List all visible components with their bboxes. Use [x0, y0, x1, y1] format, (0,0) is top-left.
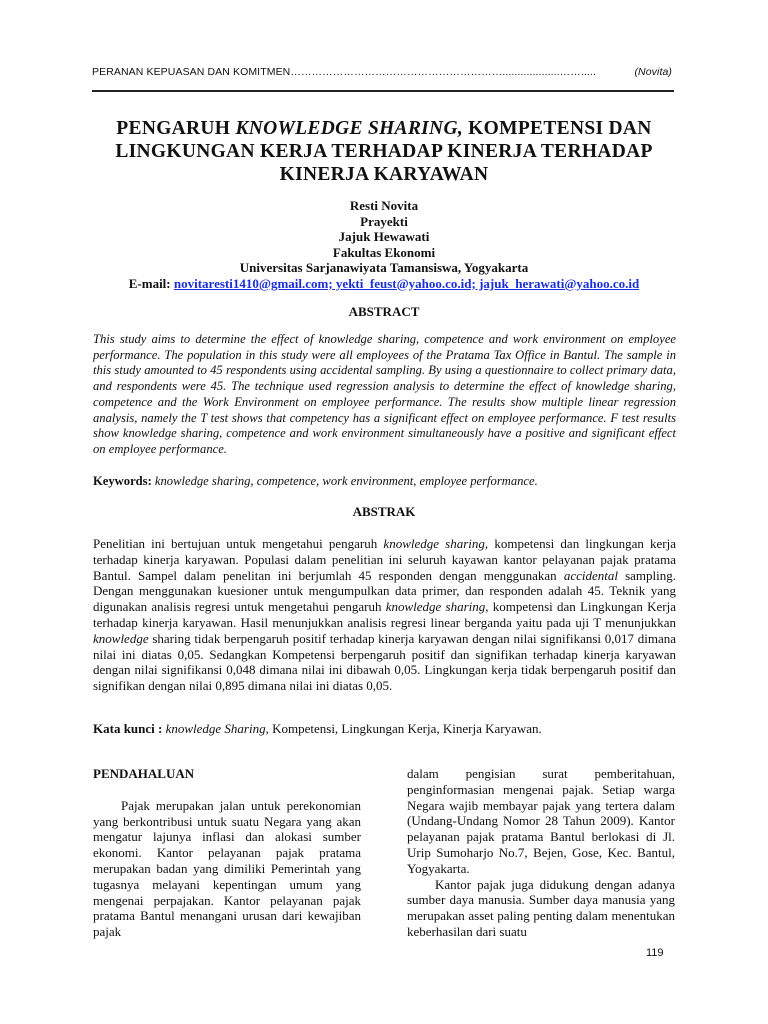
kata-kunci-line [93, 721, 676, 737]
abstrak-heading: ABSTRAK [352, 504, 416, 519]
page-number: 119 [646, 947, 664, 959]
title-part3: KOMPETENSI DAN LINGKUNGAN KERJA TERHADAP KINERJA TERHADAP KINERJA KARYAWAN [115, 118, 653, 185]
abstrak-italic-term: knowledge [93, 630, 149, 646]
abstrak-italic-term: accidental [563, 567, 618, 583]
email-links[interactable]: novitaresti1410@gmail.com; yekti_feust@yahoo.co.id; jajuk_herawati@yahoo.co.id [173, 275, 640, 291]
body-paragraph: Kantor pajak juga didukung dengan adanya sumber daya manusia. Sumber daya manusia yang merupakan asset paling penting dalam menentukan keberhasilan dari suatu [407, 876, 675, 939]
author-name: Resti Novita [349, 198, 419, 213]
title-italic: KNOWLEDGE SHARING, [235, 118, 463, 139]
abstract-heading: ABSTRACT [348, 304, 420, 319]
running-header-author: (Novita) [634, 66, 672, 78]
running-header-left: PERANAN KEPUASAN DAN KOMITMEN……………………………………………………...................……..... [92, 66, 596, 78]
header-rule [92, 90, 674, 92]
keywords-label: Keywords: [93, 474, 152, 488]
university: Universitas Sarjanawiyata Tamansiswa, Yogyakarta [239, 260, 529, 275]
abstrak-text [93, 536, 676, 694]
kata-kunci-italic: knowledge Sharing [162, 721, 266, 736]
section-heading: PENDAHALUAN [93, 766, 195, 781]
author-block [92, 198, 676, 291]
abstrak-italic-term: knowledge sharing, [383, 536, 489, 551]
abstrak-segment: sharing tidak berpengaruh positif terhadap kinerja karyawan dengan nilai signifikansi 0,017 dimana nilai ini diatas 0,05. Sedangkan Kompetensi berpengaruh positif dan signifikan terhadap kinerja karyawan dengan nilai signifikansi 0,048 dimana nilai ini dibawah 0,05. Lingkungan kerja tidak berpengaruh positif dan signifikan dengan nilai 0,895 dimana nilai ini diatas 0,05. [93, 630, 676, 694]
title-part1: PENGARUH [116, 118, 236, 139]
kata-kunci-label: Kata kunci : [93, 721, 163, 736]
author-name: Jajuk Hewawati [338, 229, 430, 244]
abstrak-segment: sampling. Dengan menggunakan kuesioner untuk mengumpulkan data primer, dan responden adalah 45. Teknik yang digunakan analisis regresi untuk mengetahui pengaruh [93, 567, 676, 615]
body-paragraph: Pajak merupakan jalan untuk perekonomian yang berkontribusi untuk suatu Negara yang akan mengatur lajunya inflasi dan alokasi sumber ekonomi. Kantor pelayanan pajak pratama merupakan badan yang dimiliki Pemerintah yang tugasnya melayani kepentingan umum yang mengenai perpajakan. Kantor pelayanan pajak pratama Bantul menangani urusan dari kewajiban pajak [93, 797, 361, 940]
email-label: E-mail: [128, 275, 174, 291]
abstrak-italic-term: knowledge sharing [385, 599, 486, 615]
body-column-right [407, 766, 675, 940]
keywords-text: knowledge sharing, competence, work environment, employee performance. [151, 474, 538, 488]
faculty: Fakultas Ekonomi [332, 244, 436, 260]
body-paragraph: dalam pengisian surat pemberitahuan, penginformasian mengenai pajak. Setiap warga Negara wajib membayar pajak yang tertera dalam (Undang-Undang Nomor 28 Tahun 2009). Kantor pelayanan pajak pratama Bantul berlokasi di Jl. Urip Sumoharjo No.7, Bejen, Gose, Kec. Bantul, Yogyakarta. [407, 766, 675, 876]
abstract-text: This study aims to determine the effect of knowledge sharing, competence and work environment on employee performance. The population in this study were all employees of the Pratama Tax Office in Bantul. The sample in this study amounted to 45 respondents using accidental sampling. By using a questionnaire to collect primary data, and respondents were 45. The technique used regression analysis to determine the effect of knowledge sharing, competence and the Work Environment on employee performance. The results show multiple linear regression analysis, namely the T test shows that competency has a significant effect on employee performance. F test results show knowledge sharing, competence and work environment simultaneously have a positive and significant effect on employee performance. [93, 332, 676, 456]
keywords-line [93, 474, 683, 490]
paper-title [92, 117, 676, 186]
abstrak-segment: Penelitian ini bertujuan untuk mengetahui pengaruh [93, 536, 384, 551]
author-name: Prayekti [360, 213, 408, 229]
running-header [92, 66, 672, 78]
body-column-left [93, 766, 361, 940]
abstrak-segment: , kompetensi dan Lingkungan Kerja terhadap kinerja karyawan. Hasil menunjukkan analisis regresi linear berganda yaitu pada uji T menunjukkan [93, 599, 676, 630]
email-line [92, 276, 676, 292]
abstrak-segment: kompetensi dan lingkungan kerja terhadap kinerja karyawan. Populasi dalam penelitian ini seluruh kayawan kantor pelayanan pajak pratama Bantul. Sampel dalam penelitan ini berjumlah 45 responden dengan menggunakan [93, 536, 677, 583]
kata-kunci-rest: , Kompetensi, Lingkungan Kerja, Kinerja Karyawan. [265, 721, 542, 736]
